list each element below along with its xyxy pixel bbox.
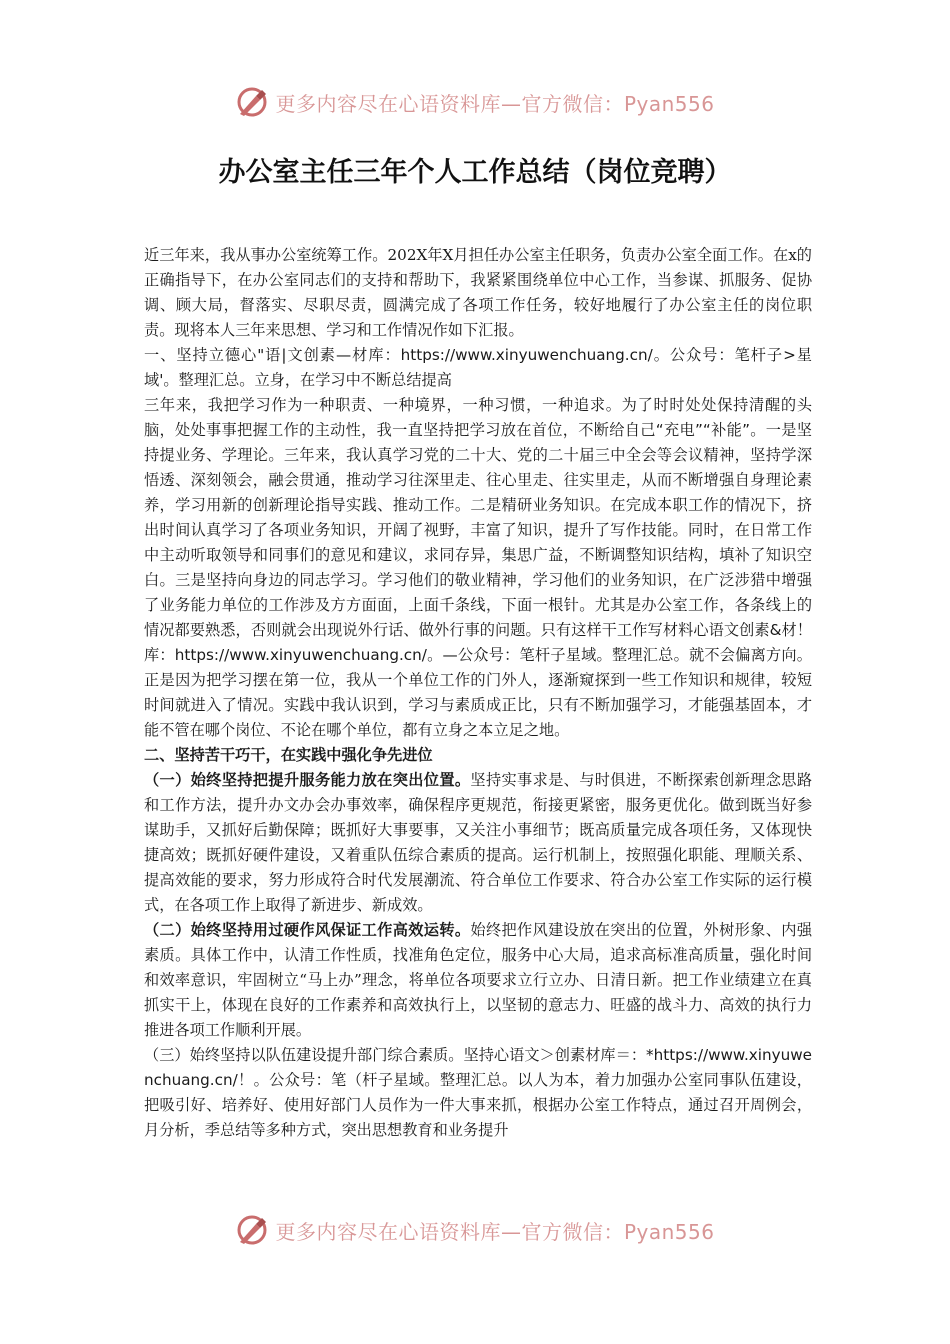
watermark-footer (0, 1210, 950, 1250)
document-body (144, 243, 812, 1143)
section-heading-1: 一、坚持立德心"语|文创素—材库：https://www.xinyuwenchuang.cn/。公众号：笔杆子>星域'。整理汇总。立身，在学习中不断总结提高 (144, 346, 812, 389)
subheading-service: （一）始终坚持把提升服务能力放在突出位置。 (144, 771, 471, 789)
subheading-style: （二）始终坚持用过硬作风保证工作高效运转。 (144, 921, 471, 939)
pen-nib-icon (235, 85, 269, 119)
paragraph-style-text: 始终把作风建设放在突出的位置，外树形象、内强素质。具体工作中，认清工作性质，找准角色定位，服务中心大局，追求高标准高质量，强化时间和效率意识，牢固树立“马上办”理念，将单位各项要求立行立办、日清日新。把工作业绩建立在真抓实干上，体现在良好的工作素养和高效执行上，以坚韧的意志力、旺盛的战斗力、高效的执行力推进各项工作顺利开展。 (144, 921, 813, 1039)
document-title: 办公室主任三年个人工作总结（岗位竞聘） (218, 157, 732, 188)
paragraph-team: （三）始终坚持以队伍建设提升部门综合素质。坚持心语文＞创素材库＝：*https://www.xinyuwenchuang.cn/！。公众号：笔（杆子星域。整理汇总。以人为本，着力加强办公室同事队伍建设，把吸引好、培养好、使用好部门人员作为一件大事来抓，根据办公室工作特点，通过召开周例会，月分析，季总结等多种方式，突出思想教育和业务提升 (144, 1046, 812, 1139)
watermark-text: 更多内容尽在心语资料库—官方微信：Pyan556 (275, 1219, 715, 1244)
watermark-header (0, 82, 950, 122)
paragraph-intro: 近三年来，我从事办公室统筹工作。202X年X月担任办公室主任职务，负责办公室全面工作。在x的正确指导下，在办公室同志们的支持和帮助下，我紧紧围绕单位中心工作，当参谋、抓服务、促协调、顾大局，督落实、尽职尽责，圆满完成了各项工作任务，较好地履行了办公室主任的岗位职责。现将本人三年来思想、学习和工作情况作如下汇报。 (144, 246, 812, 339)
paragraph-learning: 三年来，我把学习作为一种职责、一种境界，一种习惯，一种追求。为了时时处处保持清醒的头脑，处处事事把握工作的主动性，我一直坚持把学习放在首位，不断给自己“充电”“补能”。一是坚持提业务、学理论。三年来，我认真学习党的二十大、党的二十届三中全会等会议精神，坚持学深悟透、深刻领会，融会贯通，推动学习往深里走、往心里走、往实里走，从而不断增强自身理论素养，学习用新的创新理论指导实践、推动工作。二是精研业务知识。在完成本职工作的情况下，挤出时间认真学习了各项业务知识，开阔了视野，丰富了知识，提升了写作技能。同时，在日常工作中主动听取领导和同事们的意见和建议，求同存异，集思广益，不断调整知识结构，填补了知识空白。三是坚持向身边的同志学习。学习他们的敬业精神，学习他们的业务知识，在广泛涉猎中增强了业务能力单位的工作涉及方方面面，上面千条线，下面一根针。尤其是办公室工作，各条线上的情况都要熟悉，否则就会出现说外行话、做外行事的问题。只有这样干工作写材料心语文创素&材！库：https://www.xinyuwenchuang.cn/。—公众号：笔杆子星域。整理汇总。就不会偏离方向。正是因为把学习摆在第一位，我从一个单位工作的门外人，逐渐窥探到一些工作知识和规律，较短时间就进入了情况。实践中我认识到，学习与素质成正比，只有不断加强学习，才能强基固本，才能不管在哪个岗位、不论在哪个单位，都有立身之本立足之地。 (144, 396, 812, 739)
paragraph-service-text: 坚持实事求是、与时俱进，不断探索创新理念思路和工作方法，提升办文办会办事效率，确保程序更规范，衔接更紧密，服务更优化。做到既当好参谋助手，又抓好后勤保障；既抓好大事要事，又关注小事细节；既高质量完成各项任务，又体现快捷高效；既抓好硬件建设，又着重队伍综合素质的提高。运行机制上，按照强化职能、理顺关系、提高效能的要求，努力形成符合时代发展潮流、符合单位工作要求、符合办公室工作实际的运行模式，在各项工作上取得了新进步、新成效。 (144, 771, 813, 914)
section-heading-2: 二、坚持苦干巧干，在实践中强化争先进位 (144, 746, 433, 764)
paragraph-service (144, 768, 812, 918)
pen-nib-icon (235, 1213, 269, 1247)
watermark-text: 更多内容尽在心语资料库—官方微信：Pyan556 (275, 91, 715, 116)
paragraph-style (144, 918, 812, 1043)
